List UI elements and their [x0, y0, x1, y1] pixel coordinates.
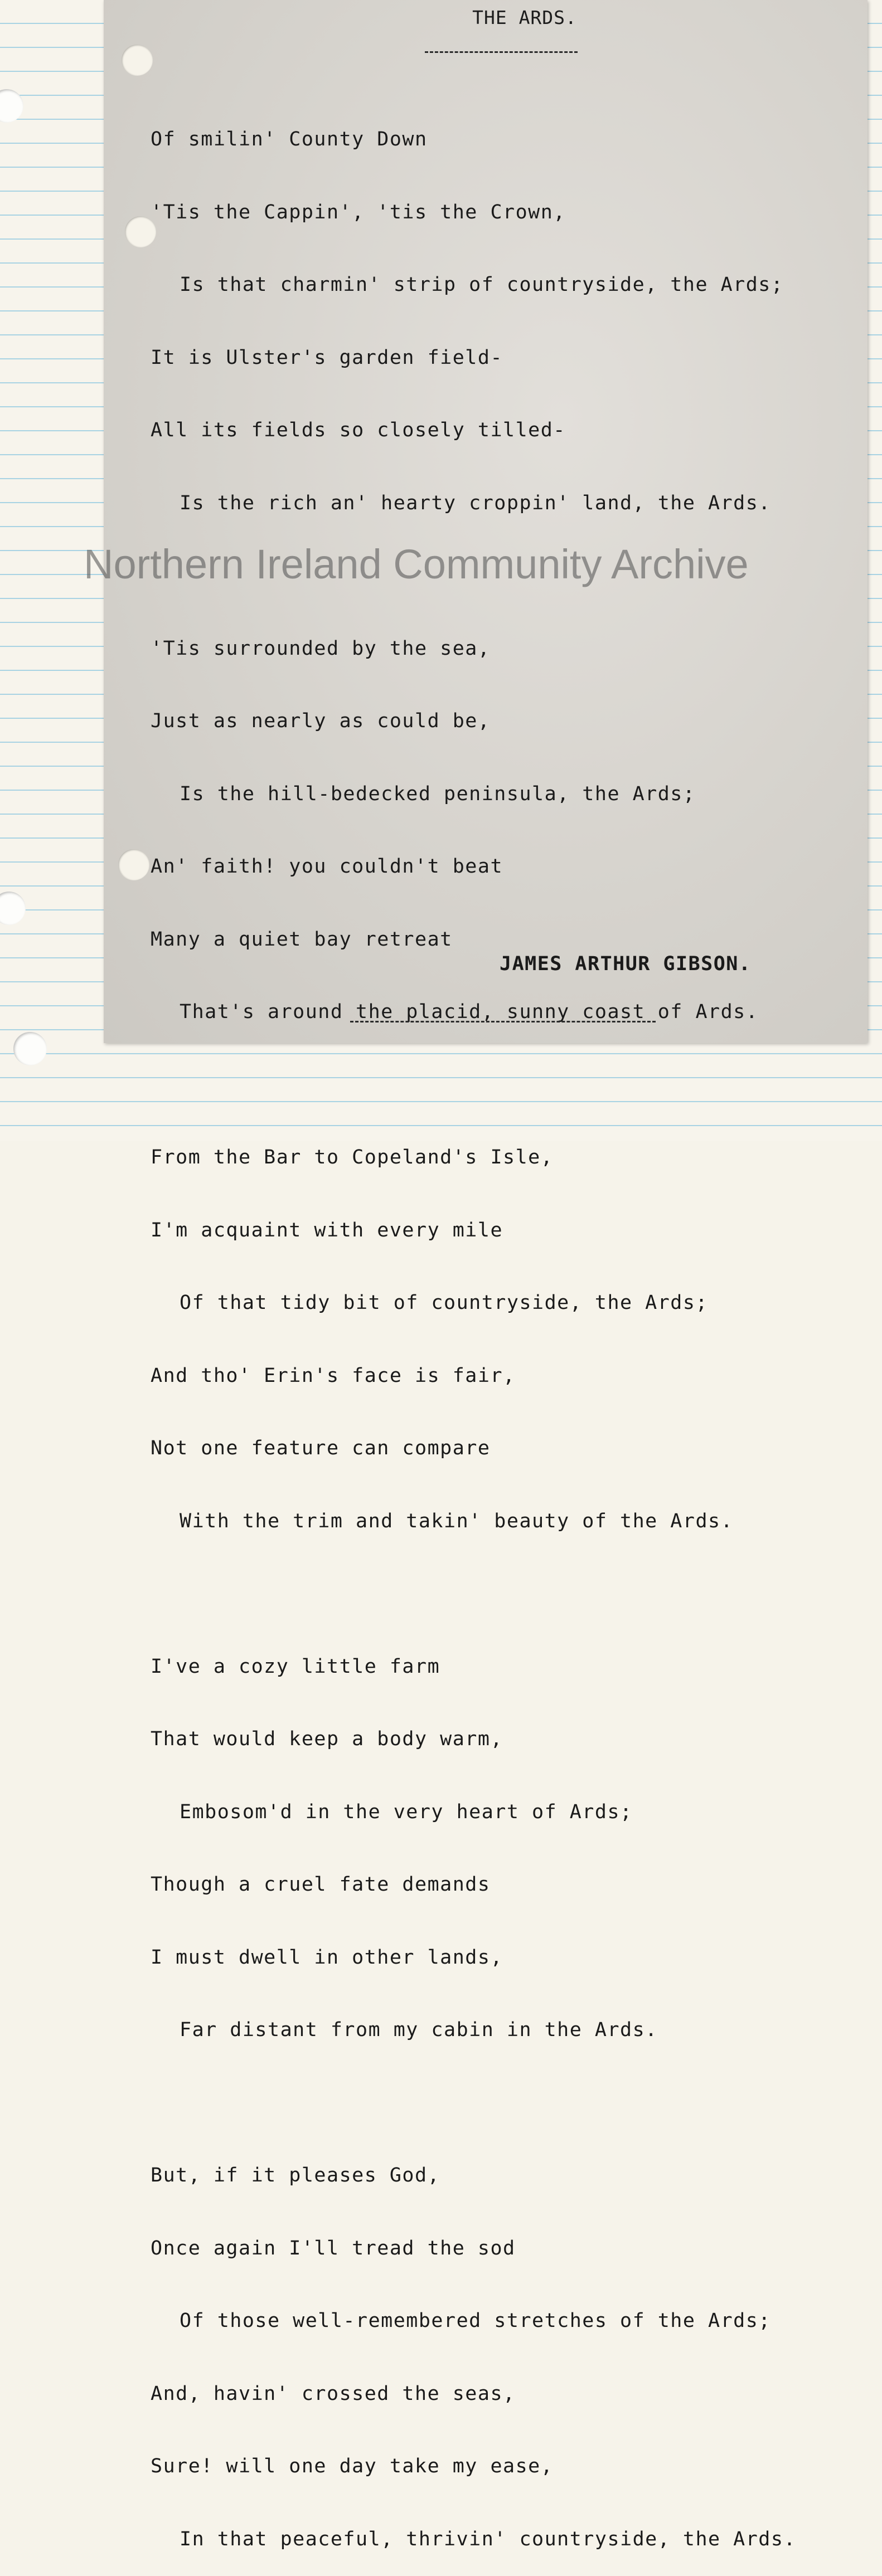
archive-watermark: Northern Ireland Community Archive — [84, 541, 749, 587]
poem-line: It is Ulster's garden field- — [151, 346, 503, 369]
poem-line: All its fields so closely tilled- — [151, 419, 566, 441]
poem-line: Not one feature can compare — [151, 1437, 491, 1459]
poem-line: Once again I'll tread the sod — [151, 2237, 516, 2260]
poem-line: With the trim and takin' beauty of the Ards. — [180, 1509, 734, 1532]
poem-title: THE ARDS. — [472, 7, 577, 28]
poem-line: That would keep a body warm, — [151, 1728, 503, 1750]
poem-body — [151, 79, 796, 2576]
poem-line: I've a cozy little farm — [151, 1655, 440, 1678]
author-signature: JAMES ARTHUR GIBSON. — [500, 953, 752, 975]
poem-line: Though a cruel fate demands — [151, 1873, 491, 1896]
poem-line: 'Tis the Cappin', 'tis the Crown, — [151, 201, 566, 223]
poem-line: And tho' Erin's face is fair, — [151, 1364, 516, 1387]
closing-divider — [350, 1021, 656, 1022]
stanza-break — [151, 1073, 796, 1098]
poem-line: Just as nearly as could be, — [151, 710, 491, 732]
poem-line: That's around the placid, sunny coast of Ards. — [180, 1001, 759, 1023]
poem-line: But, if it pleases God, — [151, 2164, 440, 2187]
poem-line: And, havin' crossed the seas, — [151, 2382, 516, 2405]
sheet-punch-hole-bottom — [118, 849, 149, 880]
poem-line: In that peaceful, thrivin' countryside, the Ards. — [180, 2528, 797, 2550]
poem-line: Far distant from my cabin in the Ards. — [180, 2019, 658, 2041]
sheet-punch-hole-top — [122, 45, 153, 76]
poem-line: I must dwell in other lands, — [151, 1946, 503, 1969]
poem-line: Of smilin' County Down — [151, 128, 428, 150]
stanza-break — [151, 2091, 796, 2116]
stanza-break — [151, 1582, 796, 1606]
poem-line: Is the hill-bedecked peninsula, the Ards; — [180, 782, 696, 805]
poem-line: Of that tidy bit of countryside, the Ards; — [180, 1292, 709, 1314]
poem-line: Is the rich an' hearty croppin' land, the Ards. — [180, 491, 771, 514]
binder-hole-bottom — [13, 1032, 47, 1065]
poem-line: Sure! will one day take my ease, — [151, 2455, 554, 2477]
poem-line: An' faith! you couldn't beat — [151, 855, 503, 878]
poem-line: Many a quiet bay retreat — [151, 928, 453, 951]
poem-line: 'Tis surrounded by the sea, — [151, 637, 491, 660]
poem-line: Of those well-remembered stretches of the Ards; — [180, 2310, 771, 2332]
title-divider — [425, 51, 578, 53]
poem-line: Is that charmin' strip of countryside, the Ards; — [180, 274, 784, 296]
poem-line: I'm acquaint with every mile — [151, 1219, 503, 1241]
poem-line: From the Bar to Copeland's Isle, — [151, 1146, 554, 1168]
poem-line: Embosom'd in the very heart of Ards; — [180, 1800, 633, 1823]
